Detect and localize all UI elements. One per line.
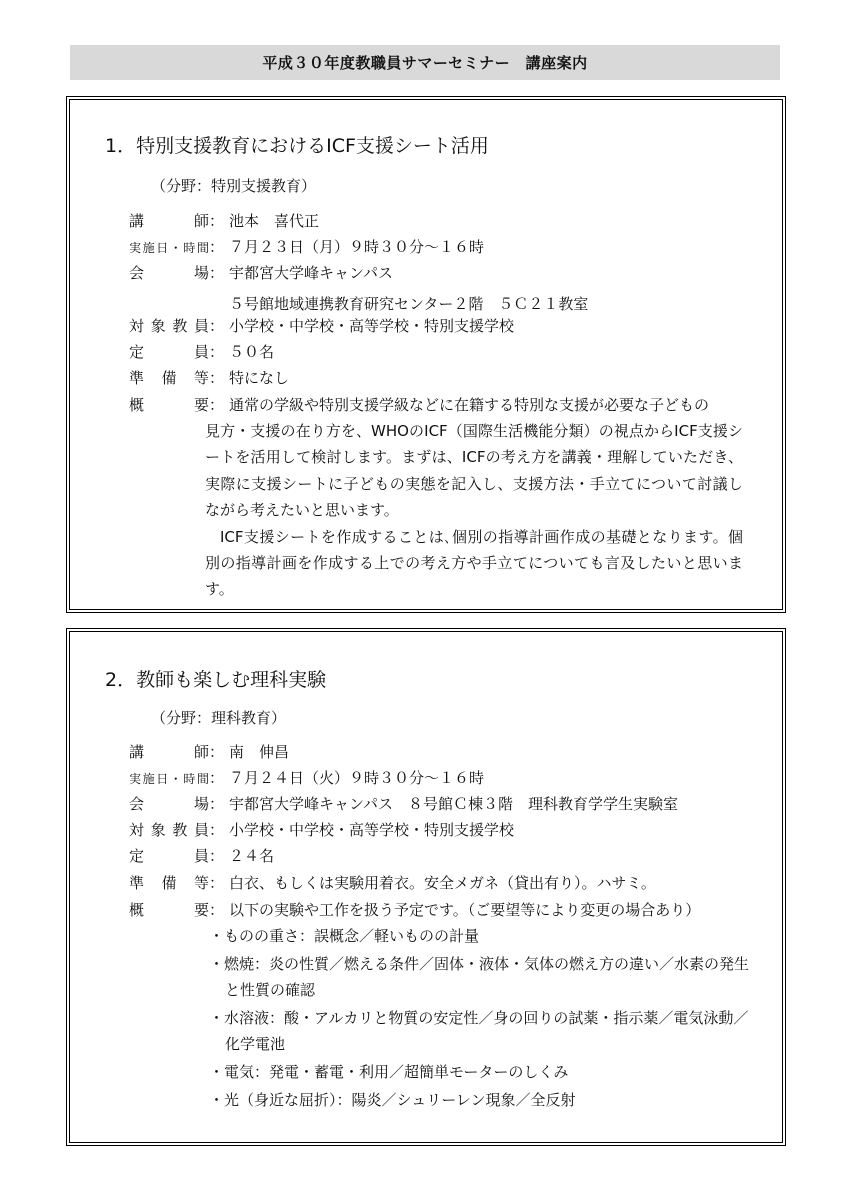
capacity-row: 定 員 ： ２４名	[129, 847, 275, 865]
capacity-label: 定 員	[129, 847, 209, 865]
prep-row: 準備等 ： 特になし	[129, 369, 290, 387]
target-row: 対象教員 ： 小学校・中学校・高等学校・特別支援学校	[129, 317, 515, 335]
datetime-row: 実施日・時間 ： ７月２３日（月）９時３０分～１６時	[129, 238, 485, 256]
list-item: ・水溶液：酸・アルカリと物質の安定性／身の回りの試薬・指示薬／電気泳動／化学電池	[209, 1009, 749, 1053]
instructor-value: 南 伸昌	[229, 743, 290, 761]
datetime-label: 実施日・時間	[129, 772, 209, 786]
venue-row: 会 場 ： 宇都宮大学峰キャンパス ８号館Ｃ棟３階 理科教育学学生実験室	[129, 795, 678, 813]
experiment-list	[209, 923, 749, 1115]
datetime-row: 実施日・時間 ： ７月２４日（火）９時３０分～１６時	[129, 769, 485, 787]
summary-paragraph	[205, 418, 743, 603]
target-value: 小学校・中学校・高等学校・特別支援学校	[229, 317, 515, 335]
venue-value: 宇都宮大学峰キャンパス	[229, 264, 393, 282]
instructor-row: 講 師 ： 南 伸昌	[129, 743, 290, 761]
capacity-row: 定 員 ： ５０名	[129, 343, 275, 361]
prep-value: 特になし	[229, 369, 290, 387]
datetime-value: ７月２３日（月）９時３０分～１６時	[229, 238, 485, 256]
capacity-value: ５０名	[229, 343, 275, 361]
page-title: 平成３０年度教職員サマーセミナー 講座案内	[262, 54, 588, 72]
summary-body: 見方・支援の在り方を、WHOのICF（国際生活機能分類）の視点からICF支援シートを活用して検討します。まずは、ICFの考え方を講義・理解していただき、実際に支援シートに子どもの実態を記入し、支援方法・手立てについて討議しながら考えたいと思います。	[205, 422, 743, 520]
venue-continued: ５号館地域連携教育研究センター２階 ５Ｃ２１教室	[229, 295, 589, 313]
summary-first-line: 通常の学級や特別支援学級などに在籍する特別な支援が必要な子どもの	[229, 396, 710, 414]
list-item: ・光（身近な屈折）：陽炎／シュリーレン現象／全反射	[209, 1091, 576, 1109]
instructor-label: 講 師	[129, 212, 209, 230]
summary-label: 概 要	[129, 396, 209, 414]
venue-label: 会 場	[129, 264, 209, 282]
prep-value: 白衣、もしくは実験用着衣。安全メガネ（貸出有り）。ハサミ。	[229, 874, 656, 892]
prep-row: 準備等 ： 白衣、もしくは実験用着衣。安全メガネ（貸出有り）。ハサミ。	[129, 874, 656, 892]
summary-row: 概 要 ： 以下の実験や工作を扱う予定です。（ご要望等により変更の場合あり）	[129, 901, 701, 919]
target-row: 対象教員 ： 小学校・中学校・高等学校・特別支援学校	[129, 821, 515, 839]
instructor-label: 講 師	[129, 743, 209, 761]
course-title: 2．教師も楽しむ理科実験	[105, 669, 327, 691]
datetime-label: 実施日・時間	[129, 241, 209, 255]
course-title: 1．特別支援教育におけるICF支援シート活用	[105, 135, 489, 157]
course-box-1	[66, 96, 786, 613]
list-item: ・燃焼：炎の性質／燃える条件／固体・液体・気体の燃え方の違い／水素の発生と性質の確認	[209, 955, 750, 999]
prep-label: 準備等	[129, 874, 209, 892]
summary-body-2: ICF支援シートを作成することは､個別の指導計画作成の基礎となります。個別の指導計画を作成する上での考え方や手立てについても言及したいと思います。	[205, 527, 743, 599]
page-header	[70, 45, 780, 80]
capacity-value: ２４名	[229, 847, 275, 865]
list-item: ・電気：発電・蓄電・利用／超簡単モーターのしくみ	[209, 1063, 569, 1081]
summary-row: 概 要 ： 通常の学級や特別支援学級などに在籍する特別な支援が必要な子どもの	[129, 396, 710, 414]
datetime-value: ７月２４日（火）９時３０分～１６時	[229, 769, 485, 787]
prep-label: 準備等	[129, 369, 209, 387]
course-box-2	[66, 628, 786, 1146]
summary-first-line: 以下の実験や工作を扱う予定です。（ご要望等により変更の場合あり）	[229, 901, 701, 919]
venue-label: 会 場	[129, 795, 209, 813]
instructor-value: 池本 喜代正	[229, 212, 320, 230]
course-field: （分野：理科教育）	[151, 709, 287, 727]
target-label: 対象教員	[129, 317, 209, 335]
list-item: ・ものの重さ：誤概念／軽いものの計量	[209, 927, 480, 945]
target-value: 小学校・中学校・高等学校・特別支援学校	[229, 821, 515, 839]
venue-row: 会 場 ： 宇都宮大学峰キャンパス	[129, 264, 393, 282]
course-field: （分野：特別支援教育）	[151, 177, 317, 195]
venue-value: 宇都宮大学峰キャンパス ８号館Ｃ棟３階 理科教育学学生実験室	[229, 795, 678, 813]
summary-label: 概 要	[129, 901, 209, 919]
capacity-label: 定 員	[129, 343, 209, 361]
instructor-row: 講 師 ： 池本 喜代正	[129, 212, 320, 230]
target-label: 対象教員	[129, 821, 209, 839]
